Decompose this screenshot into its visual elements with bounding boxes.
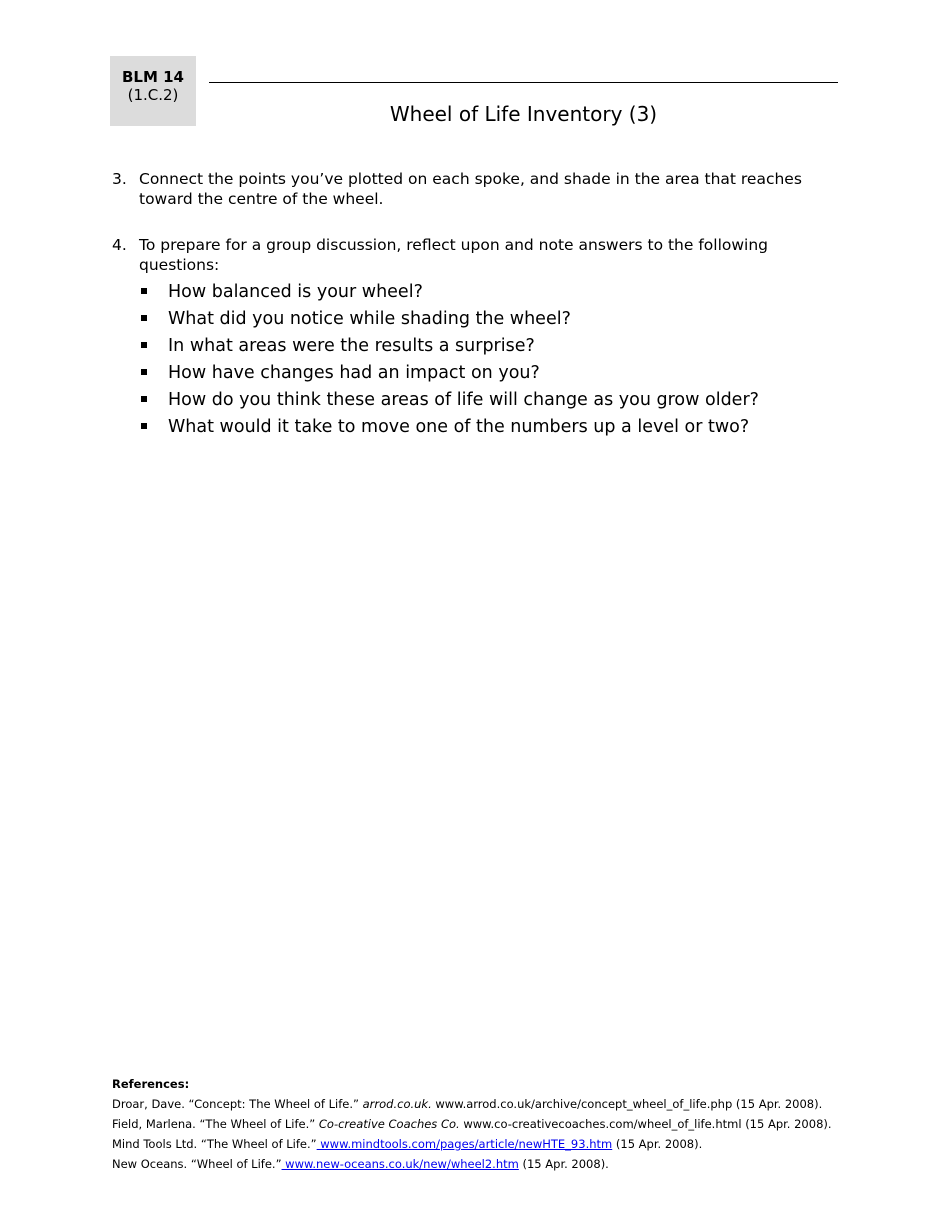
blm-code: BLM 14 — [121, 68, 184, 86]
blm-section: (1.C.2) — [127, 86, 179, 104]
bullet-icon — [141, 369, 147, 375]
list-item — [140, 308, 840, 335]
reference-link[interactable]: www.mindtools.com/pages/article/newHTE_93.htm — [316, 1137, 613, 1151]
list-item — [140, 362, 840, 389]
reference-text: New Oceans. “Wheel of Life.” — [112, 1157, 282, 1171]
reference-link[interactable]: www.new-oceans.co.uk/new/wheel2.htm — [281, 1157, 519, 1171]
question-text: In what areas were the results a surprise? — [168, 336, 535, 356]
reference-text: (15 Apr. 2008). — [612, 1137, 703, 1151]
list-item — [140, 281, 840, 308]
reference-source: arrod.co.uk. — [362, 1097, 432, 1111]
bullet-icon — [141, 423, 147, 429]
bullet-icon — [141, 342, 147, 348]
references-title: References: — [112, 1077, 190, 1091]
reference-text: www.arrod.co.uk/archive/concept_wheel_of_life.php (15 Apr. 2008). — [431, 1097, 823, 1111]
bullet-icon — [141, 315, 147, 321]
step-number: 3. — [112, 170, 127, 188]
reference-item — [112, 1154, 872, 1174]
question-text: How balanced is your wheel? — [168, 282, 423, 302]
question-text: What did you notice while shading the wheel? — [168, 309, 571, 329]
question-text: What would it take to move one of the numbers up a level or two? — [168, 417, 750, 437]
step-3 — [112, 169, 842, 209]
references — [112, 1074, 872, 1174]
question-list — [140, 281, 840, 443]
bullet-icon — [141, 396, 147, 402]
question-text: How do you think these areas of life will change as you grow older? — [168, 390, 759, 410]
reference-text: Field, Marlena. “The Wheel of Life.” — [112, 1117, 319, 1131]
list-item — [140, 389, 840, 416]
reference-text: www.co-creativecoaches.com/wheel_of_life.html (15 Apr. 2008). — [459, 1117, 832, 1131]
reference-item — [112, 1114, 872, 1134]
reference-text: Droar, Dave. “Concept: The Wheel of Life.” — [112, 1097, 363, 1111]
header-rule — [209, 82, 838, 83]
question-text: How have changes had an impact on you? — [168, 363, 540, 383]
reference-item — [112, 1134, 872, 1154]
list-item — [140, 335, 840, 362]
step-text: Connect the points you’ve plotted on each spoke, and shade in the area that reaches toward the centre of the wheel. — [139, 170, 802, 208]
step-text: To prepare for a group discussion, reflect upon and note answers to the following questions: — [139, 236, 769, 274]
list-item — [140, 416, 840, 443]
reference-text: Mind Tools Ltd. “The Wheel of Life.” — [112, 1137, 317, 1151]
bullet-icon — [141, 288, 147, 294]
reference-text: (15 Apr. 2008). — [518, 1157, 609, 1171]
reference-source: Co-creative Coaches Co. — [318, 1117, 460, 1131]
step-number: 4. — [112, 236, 127, 254]
step-4 — [112, 235, 842, 275]
reference-item — [112, 1094, 872, 1114]
blm-badge — [110, 56, 196, 126]
page-title: Wheel of Life Inventory (3) — [389, 102, 658, 126]
